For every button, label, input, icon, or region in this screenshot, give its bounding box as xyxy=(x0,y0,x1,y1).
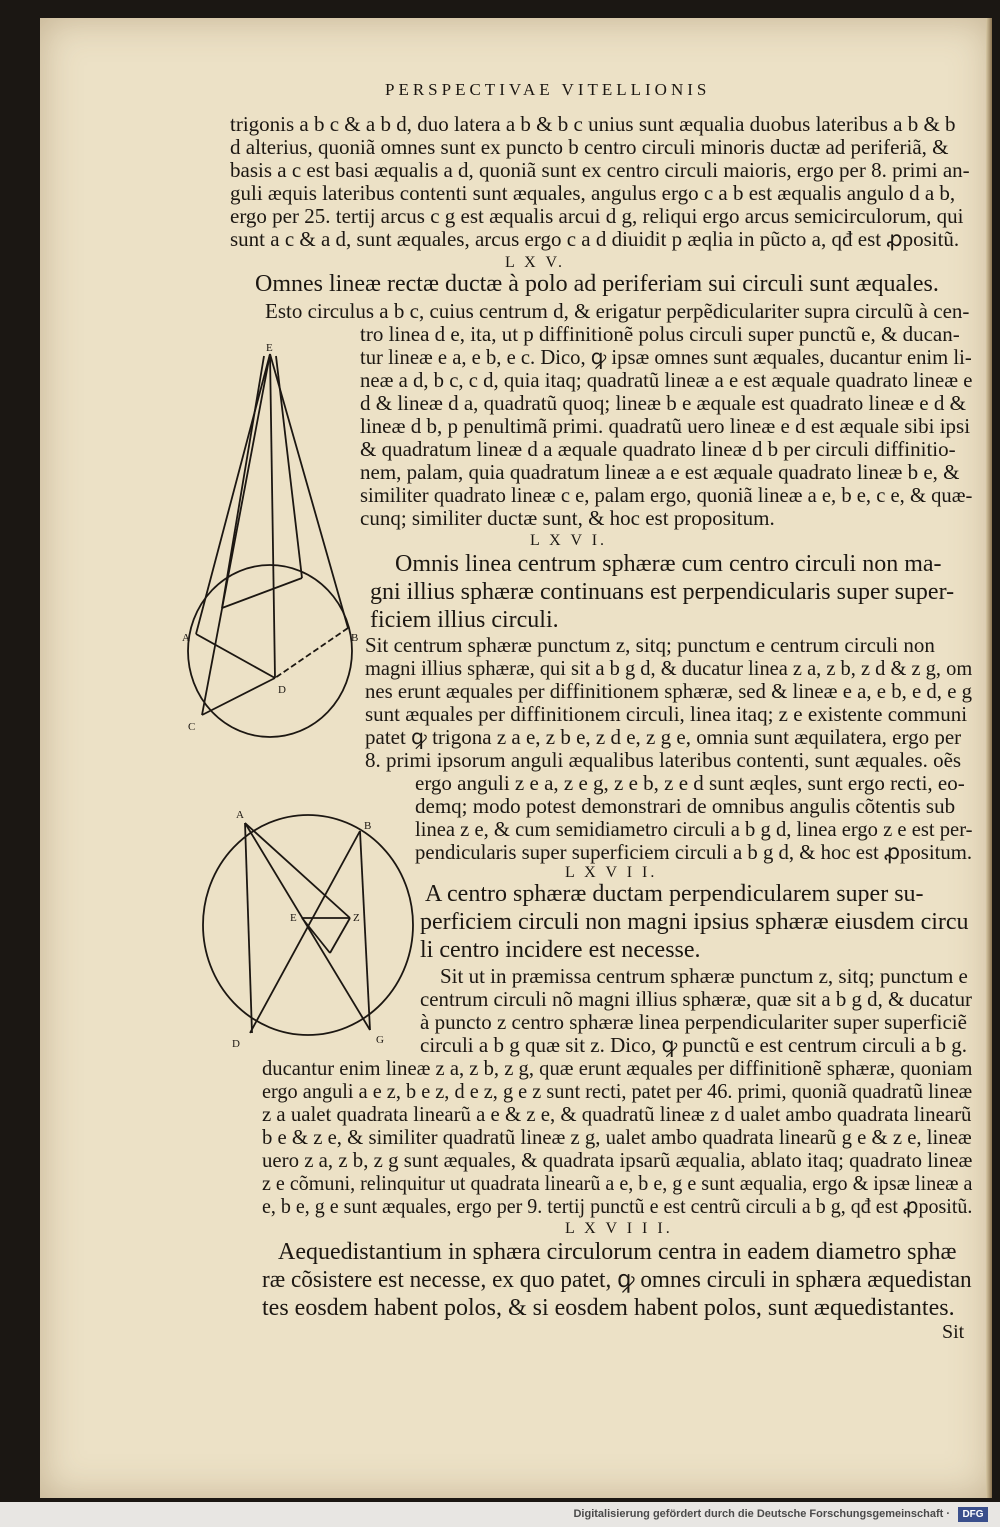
proposition-statement: ficiem illius circuli. xyxy=(370,607,559,633)
figure-sphere-section xyxy=(190,803,425,1048)
figure-line-ea xyxy=(196,354,270,634)
text-line: magni illius sphæræ, qui sit a b g d, & ducatur linea z a, z b, z d & z g, om xyxy=(365,656,973,680)
text-line: trigonis a b c & a b d, duo latera a b & b c unius sunt æqualia duobus lateribus a b & b xyxy=(230,112,956,136)
text-line: z a ualet quadrata linearũ a e & z e, & quadratũ lineæ z d ualet ambo quadrata linearũ xyxy=(262,1102,972,1126)
text-line: nes erunt æquales per diffinitionem sphæræ, sed & lineæ e a, e b, e d, e g xyxy=(365,679,973,703)
proposition-number: L X V I. xyxy=(530,532,608,549)
figure-label-e: E xyxy=(266,342,273,354)
text-line: neæ a d, b c, c d, quia itaq; quadratũ lineæ a e est æquale quadrato lineæ e xyxy=(360,368,973,392)
proposition-number: L X V I I. xyxy=(565,864,658,881)
proposition-statement: perficiem circuli non magni ipsius sphæræ eiusdem circu xyxy=(420,909,969,935)
text-line: à puncto z centro sphæræ linea perpendiculariter super superficiẽ xyxy=(420,1010,967,1034)
text-line: basis a c est basi æqualis a d, quoniã sunt ex centro circuli maioris, ergo per 8. primi an- xyxy=(230,158,970,182)
book-page xyxy=(40,18,992,1498)
figure-label-b: B xyxy=(351,632,359,644)
footer-credit: Digitalisierung gefördert durch die Deutsche Forschungsgemeinschaft · xyxy=(573,1508,950,1520)
proposition-statement: Omnis linea centrum sphæræ cum centro circuli non ma- xyxy=(395,551,942,577)
figure-line-ag xyxy=(245,823,370,1030)
text-line: 8. primi ipsorum anguli æqualibus lateribus contenti, sunt æquales. oẽs xyxy=(365,748,962,772)
text-line: lineæ d b, p penultimã primi. quadratũ uero lineæ e d est æquale sibi ipsi xyxy=(360,414,971,438)
figure-line-ad xyxy=(196,634,275,678)
figure-line-ec xyxy=(202,354,270,715)
dfg-logo: DFG xyxy=(958,1507,988,1522)
text-line: guli æquis lateribus contenti sunt æquales, angulus ergo c a b est æqualis angulo d a b, xyxy=(230,181,956,205)
proposition-statement: tes eosdem habent polos, & si eosdem habent polos, sunt æquedistantes. xyxy=(262,1295,955,1321)
text-line: tur lineæ e a, e b, e c. Dico, ꝙ ipsæ omnes sunt æquales, ducantur enim li- xyxy=(360,345,972,369)
catchword: Sit xyxy=(942,1321,965,1343)
figure-label-e: E xyxy=(290,912,297,924)
proposition-number: L X V I I I. xyxy=(565,1220,673,1237)
text-line: d & lineæ d a, quadratũ quoq; lineæ b e æquale est quadrato lineæ e d & xyxy=(360,391,966,415)
figure-line-bd xyxy=(250,831,360,1033)
text-line: ducantur enim lineæ z a, z b, z g, quæ erunt æquales per diffinitionẽ sphæræ, quoniam xyxy=(262,1056,973,1080)
text-line: & quadratum lineæ d a æquale quadrato lineæ d b per circuli diffinitio- xyxy=(360,437,956,461)
text-line: z e cõmuni, relinquitur ut quadrata linearũ a e, b e, g e sunt æqualia, ergo & ipsæ lineæ a xyxy=(262,1171,973,1195)
text-line: ergo anguli a e z, b e z, d e z, g e z sunt recti, patet per 46. primi, quoniã quadratũ lineæ xyxy=(262,1079,973,1103)
text-line: centrum circuli nõ magni illius sphæræ, quæ sit a b g d, & ducatur xyxy=(420,987,972,1011)
text-line: Sit ut in præmissa centrum sphæræ punctum z, sitq; punctum e xyxy=(440,964,968,988)
figure-line-bg xyxy=(360,831,370,1030)
figure-label-d: D xyxy=(232,1038,240,1048)
figure-line-eb xyxy=(270,354,348,628)
figure-line-ad xyxy=(245,823,252,1033)
text-line: demq; modo potest demonstrari de omnibus angulis cõtentis sub xyxy=(415,794,956,818)
proposition-statement: gni illius sphæræ continuans est perpendicularis super super- xyxy=(370,579,955,605)
text-line: circuli a b g quæ sit z. Dico, ꝙ punctũ e est centrum circuli a b g. xyxy=(420,1033,968,1057)
text-line: Sit centrum sphæræ punctum z, sitq; punctum e centrum circuli non xyxy=(365,633,935,657)
text-line: patet ꝙ trigona z a e, z b e, z d e, z g e, omnia sunt æquilatera, ergo per xyxy=(365,725,962,749)
figure-label-b: B xyxy=(364,820,372,832)
figure-label-d: D xyxy=(278,684,286,696)
text-line: similiter quadrato lineæ c e, palam ergo, quoniã lineæ a e, b e, c e, & quæ- xyxy=(360,483,973,507)
figure-label-c: C xyxy=(188,721,196,733)
figure-label-a: A xyxy=(182,632,190,644)
figure-label-z: Z xyxy=(353,912,360,924)
text-line: b e & z e, & similiter quadratũ lineæ z g, ualet ambo quadrata linearũ g e & z e, lineæ xyxy=(262,1125,972,1149)
figure-line-cd xyxy=(202,678,275,715)
proposition-statement: ræ cõsistere est necesse, ex quo patet, ꝙ omnes circuli in sphæra æquedistan xyxy=(262,1267,972,1293)
proposition-number: L X V. xyxy=(505,254,565,271)
figure-line-az xyxy=(245,823,350,918)
figure-cone xyxy=(180,338,365,743)
proposition-statement: Aequedistantium in sphæra circulorum centra in eadem diametro sphæ xyxy=(278,1239,957,1265)
page-edge xyxy=(986,18,992,1498)
proposition-statement: Omnes lineæ rectæ ductæ à polo ad periferiam sui circuli sunt æquales. xyxy=(255,271,939,297)
footer-bar xyxy=(0,1502,1000,1527)
figure-line-bd xyxy=(275,628,348,678)
text-line: Esto circulus a b c, cuius centrum d, & erigatur perpẽdiculariter supra circulũ à cen- xyxy=(265,299,970,323)
figure-line-ed xyxy=(270,354,275,678)
proposition-statement: li centro incidere est necesse. xyxy=(420,937,701,963)
text-line: pendicularis super superficiem circuli a b g d, & hoc est ꝓpositum. xyxy=(415,840,973,864)
text-line: tro linea d e, ita, ut p diffinitionẽ polus circuli super punctũ e, & ducan- xyxy=(360,322,960,346)
text-line: nem, palam, quia quadratum lineæ a e est æquale quadrato lineæ b e, & xyxy=(360,460,960,484)
text-line: e, b e, g e sunt æquales, ergo per 9. tertij punctũ e est centrũ circuli a b g, qđ est ꝓpositũ. xyxy=(262,1194,973,1218)
proposition-statement: A centro sphæræ ductam perpendicularem super su- xyxy=(425,881,924,907)
text-line: linea z e, & cum semidiametro circuli a b g d, linea ergo z e est per- xyxy=(415,817,973,841)
text-line: cunq; similiter ductæ sunt, & hoc est propositum. xyxy=(360,506,775,530)
text-line: sunt a c & a d, sunt æquales, arcus ergo c a d diuidit p æqlia in pũcto a, qđ est ꝓpositũ. xyxy=(230,227,960,251)
text-line: d alterius, quoniã omnes sunt ex puncto b centro circuli minoris ductæ ad periferiã, & xyxy=(230,135,949,159)
text-line: ergo anguli z e a, z e g, z e b, z e d sunt æqles, sunt ergo recti, eo- xyxy=(415,771,965,795)
figure-label-a: A xyxy=(236,809,244,821)
running-head: PERSPECTIVAE VITELLIONIS xyxy=(385,80,711,99)
text-line: uero z a, z b, z g sunt æquales, & quadrata ipsarũ æqualia, ablato itaq; quadrato lineæ xyxy=(262,1148,973,1172)
text-line: sunt æquales per diffinitionem circuli, linea itaq; z e existente communi xyxy=(365,702,968,726)
figure-label-g: G xyxy=(376,1034,384,1046)
text-line: ergo per 25. tertij arcus c g est æqualis arcui d g, reliqui ergo arcus semicirculorum, qui xyxy=(230,204,964,228)
